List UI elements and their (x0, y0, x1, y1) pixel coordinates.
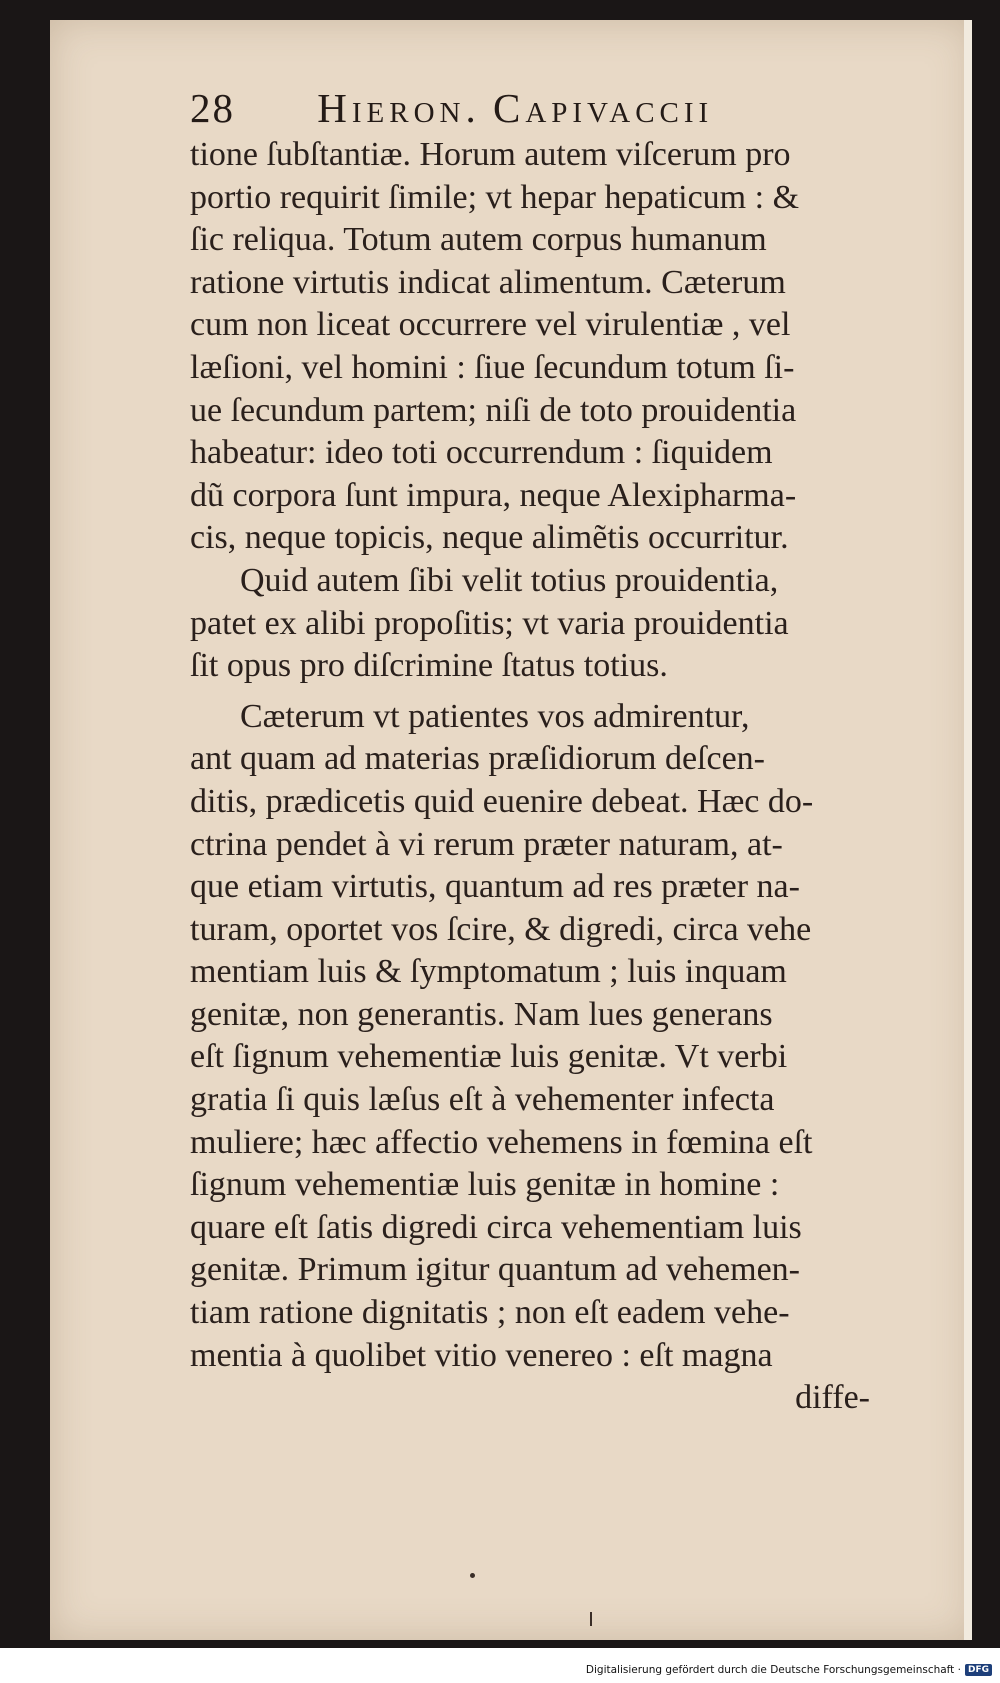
body-text (190, 134, 950, 1420)
running-header (190, 84, 713, 132)
text-line: cum non liceat occurrere vel virulentiæ , vel (190, 306, 791, 344)
text-line: genitæ, non generantis. Nam lues generans (190, 995, 773, 1033)
page-edge (964, 20, 972, 1640)
text-line: mentia à quolibet vitio venereo : eſt magna (190, 1336, 773, 1374)
text-line: cis, neque topicis, neque alimẽtis occurritur. (190, 519, 789, 557)
text-line: que etiam virtutis, quantum ad res præter na- (190, 868, 800, 906)
text-line: habeatur: ideo toti occurrendum : ſiquidem (190, 434, 773, 472)
running-title-word2: Capivaccii (492, 85, 714, 131)
text-line: tione ſubſtantiæ. Horum autem viſcerum pro (190, 136, 791, 173)
text-line: quare eſt ſatis digredi circa vehementiam luis (190, 1208, 802, 1246)
text-line: ſic reliqua. Totum autem corpus humanum (190, 221, 767, 259)
text-line: ue ſecundum partem; niſi de toto prouidentia (190, 391, 797, 429)
text-line: portio requirit ſimile; vt hepar hepaticum : & (190, 178, 800, 216)
text-line: tiam ratione dignitatis ; non eſt eadem vehe- (190, 1294, 790, 1332)
page-number: 28 (190, 85, 235, 131)
ink-dot (470, 1573, 475, 1578)
digitization-credit (586, 1664, 992, 1676)
text-line: dũ corpora ſunt impura, neque Alexipharma- (190, 476, 797, 514)
text-line: eſt ſignum vehementiæ luis genitæ. Vt verbi (190, 1038, 788, 1076)
catchword: diffe- (795, 1379, 870, 1417)
text-line: muliere; hæc affectio vehemens in fœmina eſt (190, 1123, 813, 1161)
text-line: ſignum vehementiæ luis genitæ in homine : (190, 1166, 780, 1204)
text-line: turam, oportet vos ſcire, & digredi, circa vehe (190, 910, 812, 948)
text-line: gratia ſi quis læſus eſt à vehementer infecta (190, 1081, 775, 1119)
text-line: ratione virtutis indicat alimentum. Cæterum (190, 263, 786, 301)
paragraph-gap (190, 688, 950, 696)
text-line: ant quam ad materias præſidiorum deſcen- (190, 740, 765, 778)
text-line: ctrina pendet à vi rerum præter naturam, at- (190, 825, 783, 863)
text-line: ſit opus pro diſcrimine ſtatus totius. (190, 647, 668, 685)
text-line: læſioni, vel homini : ſiue ſecundum totum ſi- (190, 348, 795, 386)
text-line: patet ex alibi propoſitis; vt varia prouidentia (190, 604, 789, 642)
text-line: genitæ. Primum igitur quantum ad vehemen- (190, 1251, 801, 1289)
credit-text: Digitalisierung gefördert durch die Deutsche Forschungsgemeinschaft · (585, 1664, 961, 1676)
running-title-word1: Hieron. (317, 85, 481, 131)
text-line: Quid autem ſibi velit totius prouidentia, (240, 561, 779, 599)
text-line: Cæterum vt patientes vos admirentur, (240, 697, 750, 735)
ink-mark (590, 1612, 592, 1626)
text-line: mentiam luis & ſymptomatum ; luis inquam (190, 953, 787, 991)
dfg-logo: DFG (965, 1664, 992, 1676)
text-line: ditis, prædicetis quid euenire debeat. Hæc do- (190, 782, 814, 820)
